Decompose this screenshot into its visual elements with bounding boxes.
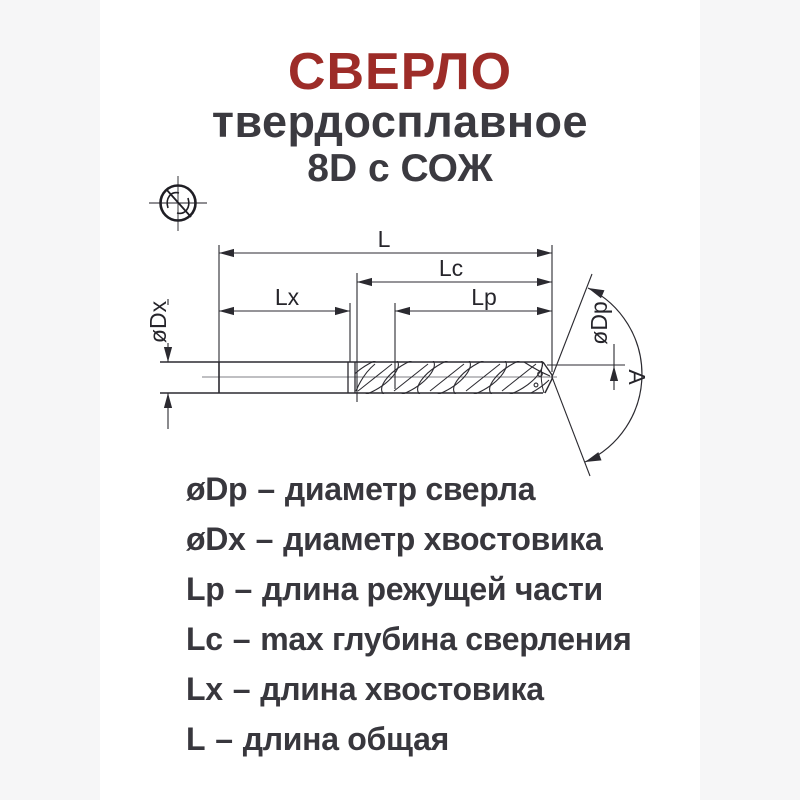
legend-symbol: øDx xyxy=(186,520,246,557)
product-variant: 8D с СОЖ xyxy=(307,147,493,190)
drill-end-view-icon xyxy=(149,176,207,231)
legend-dash: – xyxy=(257,470,275,507)
dim-label-overall-length: L xyxy=(377,226,391,252)
dim-label-cutting-length: Lp xyxy=(471,284,497,310)
legend xyxy=(186,464,632,764)
legend-description: диаметр сверла xyxy=(284,470,536,507)
dim-label-drill-diameter: øDp xyxy=(586,301,612,345)
dim-label-shank-length: Lx xyxy=(274,284,300,310)
legend-description: диаметр хвостовика xyxy=(283,520,603,557)
legend-description: max глубина сверления xyxy=(260,620,632,657)
product-subtitle: твердосплавное xyxy=(211,96,589,147)
legend-description: длина хвостовика xyxy=(260,670,544,707)
dim-label-point-angle: A xyxy=(624,369,650,385)
legend-dash: – xyxy=(215,720,233,757)
legend-item-shank-diameter xyxy=(186,514,632,564)
legend-item-max-depth xyxy=(186,614,632,664)
legend-symbol: Lx xyxy=(186,670,223,707)
legend-item-shank-length xyxy=(186,664,632,714)
legend-dash: – xyxy=(232,670,251,707)
legend-dash: – xyxy=(232,620,251,657)
dim-label-shank-diameter: øDx xyxy=(145,300,171,344)
legend-item-drill-diameter xyxy=(186,464,632,514)
dim-label-max-depth: Lc xyxy=(438,255,464,281)
legend-dash: – xyxy=(255,520,274,557)
legend-symbol: Lc xyxy=(186,620,223,657)
dimension-lines xyxy=(164,245,642,476)
legend-dash: – xyxy=(234,570,252,607)
legend-item-cutting-length xyxy=(186,564,632,614)
drill-tip xyxy=(524,362,552,393)
product-title: СВЕРЛО xyxy=(287,43,513,101)
legend-item-overall-length xyxy=(186,714,632,764)
legend-description: длина общая xyxy=(242,720,449,757)
legend-symbol: øDp xyxy=(186,470,248,507)
legend-symbol: Lp xyxy=(186,570,225,607)
legend-symbol: L xyxy=(186,720,206,757)
legend-description: длина режущей части xyxy=(262,570,603,607)
